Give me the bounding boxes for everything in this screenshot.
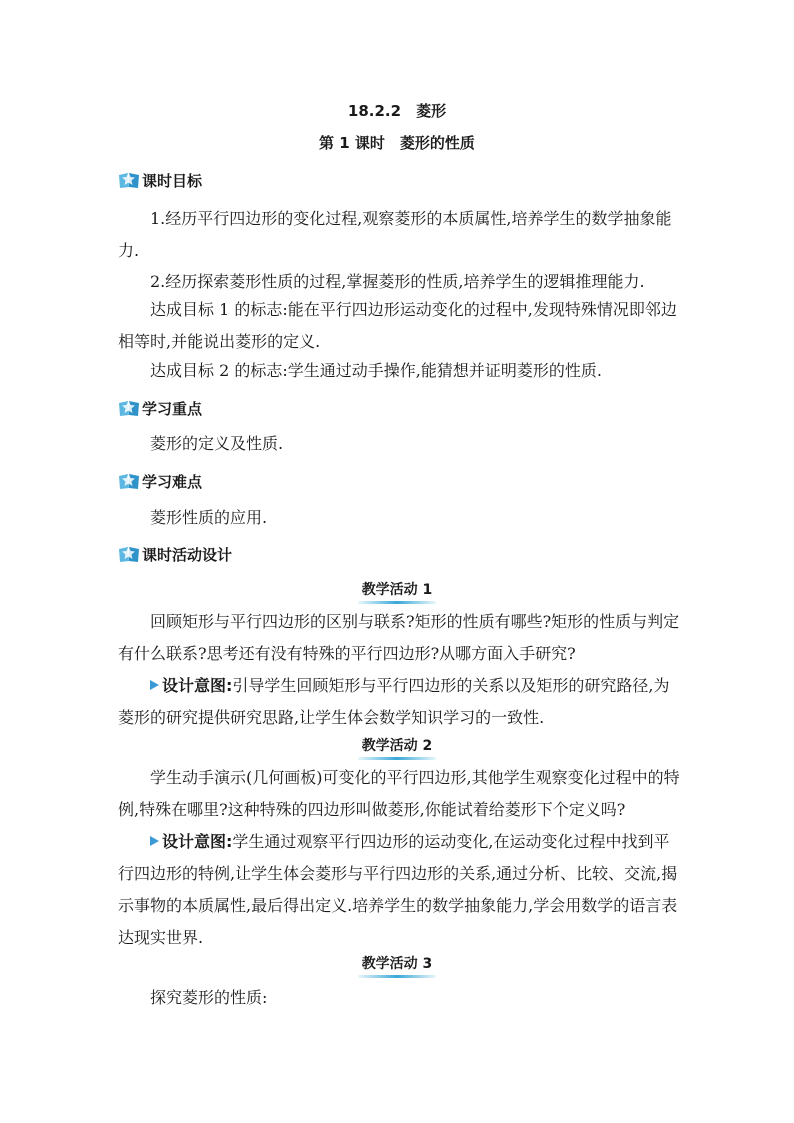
- heading-design: [118, 542, 232, 566]
- intent-label: 设计意图:: [162, 676, 233, 695]
- activity-2-text: 学生动手演示(几何画板)可变化的平行四边形,其他学生观察变化过程中的特例,特殊在哪里?这种特殊的四边形叫做菱形,你能试着给菱形下个定义吗?: [118, 768, 680, 819]
- activity-2-intent: [118, 826, 680, 954]
- triangle-marker-icon: [150, 836, 159, 846]
- goal-paragraph-1: 1.经历平行四边形的变化过程,观察菱形的本质属性,培养学生的数学抽象能力.: [118, 209, 672, 260]
- intent-label: 设计意图:: [162, 832, 233, 851]
- lesson-title: 第 1 课时 菱形的性质: [319, 134, 475, 152]
- triangle-marker-icon: [150, 680, 159, 690]
- activity-1-intent: [118, 670, 680, 734]
- heading-difficulties-label: 学习难点: [142, 472, 203, 491]
- activity-3-text: 探究菱形的性质:: [150, 988, 268, 1007]
- activity-2-heading: [0, 735, 794, 757]
- heading-key-points: [118, 396, 202, 420]
- goal-paragraph-3: 达成目标 1 的标志:能在平行四边形运动变化的过程中,发现特殊情况即邻边相等时,并能说出菱形的定义.: [118, 300, 677, 351]
- activity-1-intent-text: 引导学生回顾矩形与平行四边形的关系以及矩形的研究路径,为菱形的研究提供研究思路,让学生体会数学知识学习的一致性.: [118, 676, 670, 727]
- heading-goals: [118, 168, 202, 192]
- goal-paragraph-4: 达成目标 2 的标志:学生通过动手操作,能猜想并证明菱形的性质.: [150, 361, 602, 380]
- book-icon: [118, 171, 140, 189]
- activity-3-title: 教学活动 3: [358, 953, 437, 975]
- activity-2-intent-text: 学生通过观察平行四边形的运动变化,在运动变化过程中找到平行四边形的特例,让学生体会菱形与平行四边形的关系,通过分析、比较、交流,揭示事物的本质属性,最后得出定义.培养学生的数学抽象能力,学会用数学的语言表达现实世界.: [118, 832, 678, 947]
- heading-difficulties: [118, 469, 202, 493]
- activity-3-heading: [0, 953, 794, 975]
- key-points-text: 菱形的定义及性质.: [150, 434, 284, 453]
- heading-key-points-label: 学习重点: [142, 399, 203, 418]
- goal-paragraph-2: 2.经历探索菱形性质的过程,掌握菱形的性质,培养学生的逻辑推理能力.: [150, 272, 645, 291]
- book-icon: [118, 472, 140, 490]
- activity-1-title: 教学活动 1: [358, 579, 437, 601]
- activity-1-heading: [0, 579, 794, 601]
- difficulties-text: 菱形性质的应用.: [150, 508, 268, 527]
- book-icon: [118, 545, 140, 563]
- activity-1-text: 回顾矩形与平行四边形的区别与联系?矩形的性质有哪些?矩形的性质与判定有什么联系?思考还有没有特殊的平行四边形?从哪方面入手研究?: [118, 612, 680, 663]
- activity-2-title: 教学活动 2: [358, 735, 437, 757]
- heading-goals-label: 课时目标: [142, 171, 203, 190]
- book-icon: [118, 399, 140, 417]
- heading-design-label: 课时活动设计: [142, 545, 233, 564]
- section-title: 18.2.2 菱形: [347, 102, 447, 120]
